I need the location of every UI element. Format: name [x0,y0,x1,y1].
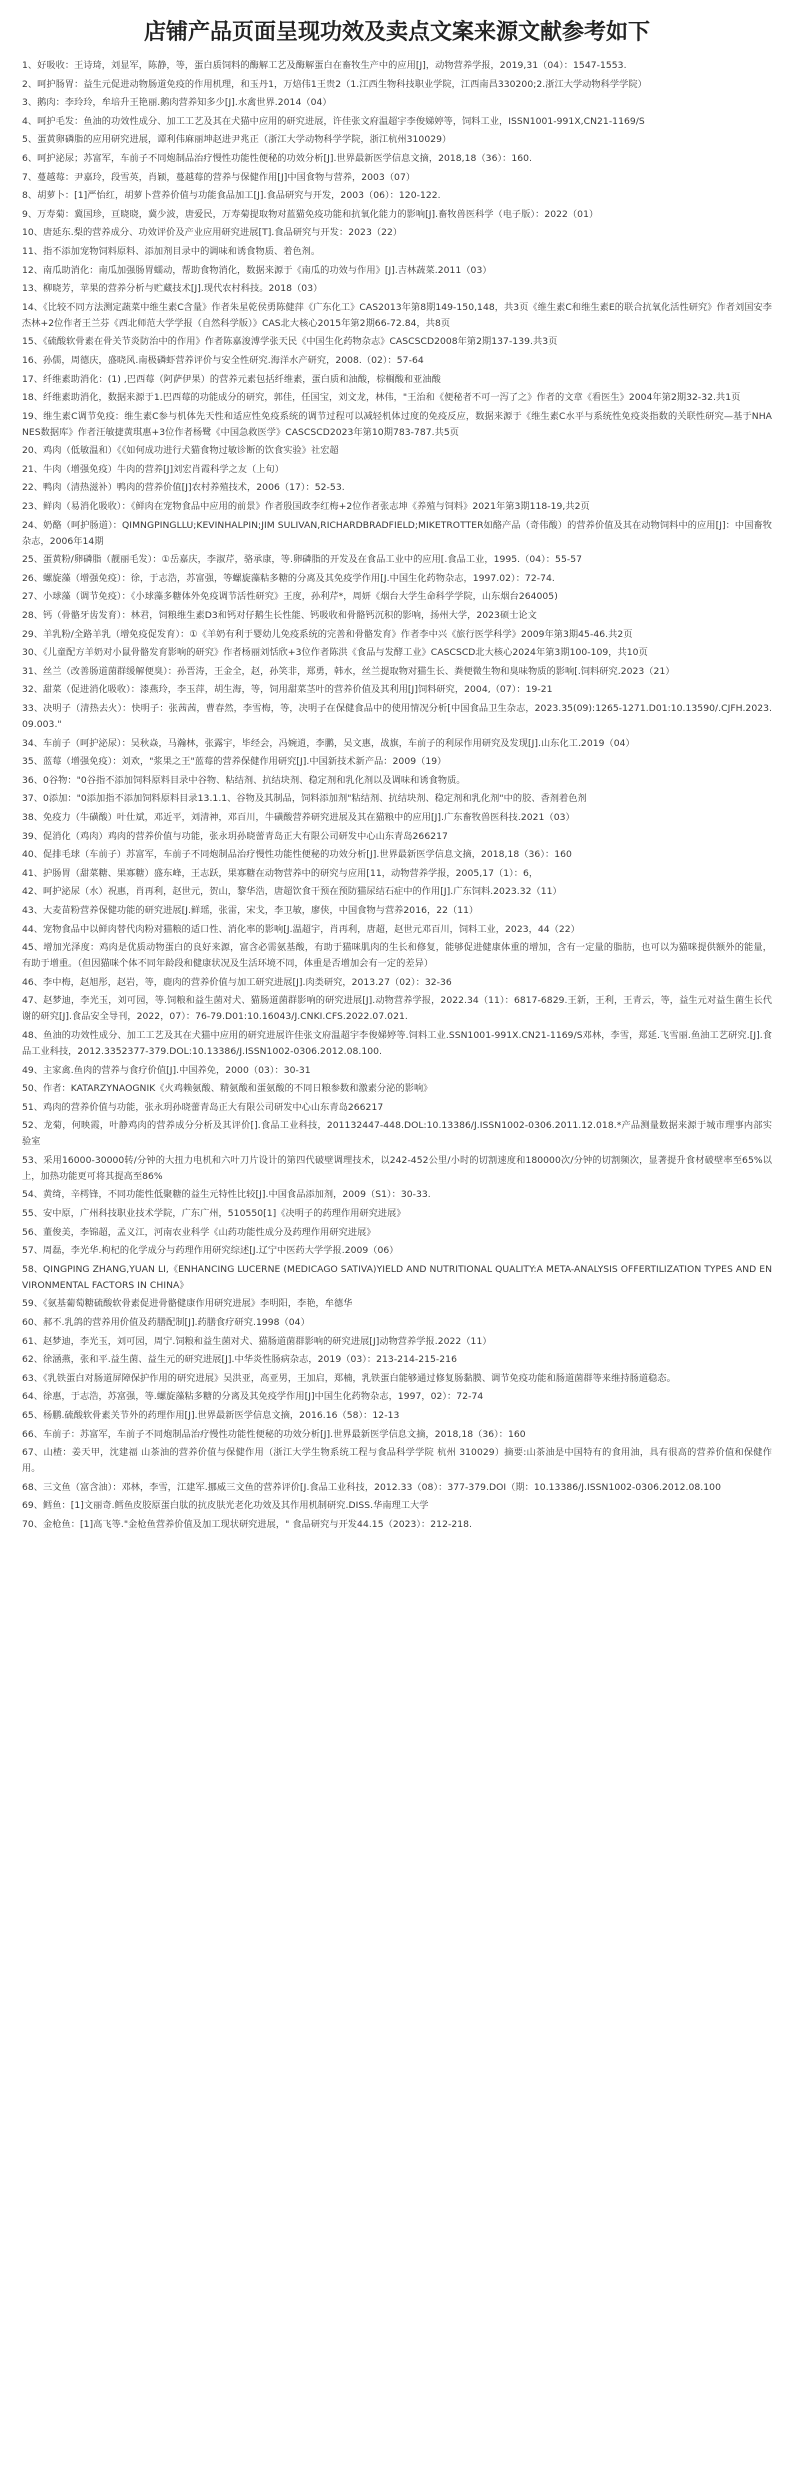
reference-item: 26、螺旋藻（增强免疫）：徐，于志浩，苏富强，等螺旋藻粘多糖的分离及其免疫学作用[J.中国生化药物杂志，1997.02）：72-74. [22,572,555,584]
reference-item: 38、免疫力（牛磺酸）叶仕斌，邓近平，刘清神，邓百川，牛磺酸营养研究进展及其在猫粮中的应用[J].广东畜牧兽医科技.2021（03） [22,811,575,823]
reference-item: 35、蓝莓（增强免疫）：刘欢，"浆果之王"蓝莓的营养保健作用研究[J].中国新技术新产品：2009（19） [22,756,447,768]
reference-item: 67、山楂：姜天甲，沈建福 山茶油的营养价值与保健作用（浙江大学生物系统工程与食品科学学院 杭州 310029）摘要:山茶油是中国特有的食用油，具有很高的营养价值和保健作用。 [22,1447,772,1475]
reference-item: 48、鱼油的功效性成分、加工工艺及其在犬猫中应用的研究进展许佳张文府温超宇李俊娣婷等.饲料工业.SSN1001-991X.CN21-1169/S邓林，李雪，郑延.飞雪丽.鱼油工艺研究.[J].食品工业科技，2012.3352377-379.DOL:10.13386/J.ISSN1002-0306.2012.08.100. [22,1029,772,1057]
reference-item: 32、甜菜（促进消化吸收）：漆燕玲，李玉萍，胡生海，等，饲用甜菜茎叶的营养价值及其利用[J]饲料研究，2004,（07）：19-21 [22,684,553,696]
reference-item: 13、柳晓芳，苹果的营养分析与贮藏技术[J].现代农村科技。2018（03） [22,283,323,295]
reference-item: 11、指不添加宠物饲料原料、添加剂目录中的调味和诱食物质、着色剂。 [22,245,321,257]
reference-item: 61、赵梦迪，李光玉，刘可园，周宁.饲粮和益生菌对犬、猫肠道菌群影响的研究进展[J]动物营养学报.2022（11） [22,1335,492,1347]
reference-item: 66、车前子：苏富军，车前子不同炮制品治疗慢性功能性便秘的功效分析[J].世界最新医学信息文摘，2018,18（36）：160 [22,1428,526,1440]
page-title: 店铺产品页面呈现功效及卖点文案来源文献参考如下 [143,20,650,45]
reference-item: 27、小球藻（调节免疫）：《小球藻多糖体外免疫调节活性研究》王度，孙利芹*，周妍《烟台大学生命科学学院，山东烟台264005) [22,591,558,603]
reference-item: 22、鸭肉（清热滋补）鸭肉的营养价值[J]农村养殖技术，2006（17）：52-53. [22,482,345,494]
reference-item: 4、呵护毛发：鱼油的功效性成分、加工工艺及其在犬猫中应用的研究进展，许佳张文府温超宇李俊娣婷等，饲料工业，ISSN1001-991X,CN21-1169/S [22,115,645,127]
reference-item: 59、《氨基葡萄糖硫酸软骨素促进骨骼健康作用研究进展》李明阳，李艳，牟德华 [22,1298,353,1310]
reference-item: 5、蛋黄卵磷脂的应用研究进展，谭利伟麻丽坤赵进尹兆正（浙江大学动物科学学院，浙江杭州310029） [22,134,452,146]
reference-item: 34、车前子（呵护泌尿）：吴秋焱，马瀚林，张露宇，毕经会，冯婉逍，李鹏，吴文惠，战旗，车前子的利尿作用研究及发现[J].山东化工.2019（04） [22,737,635,749]
reference-item: 62、徐涵燕，张和平.益生菌、益生元的研究进展[J].中华炎性肠病杂志，2019（03）：213-214-215-216 [22,1354,457,1366]
reference-item: 47、赵梦迪，李光玉，刘可园，等.饲粮和益生菌对犬、猫肠道菌群影响的研究进展[J].动物营养学报，2022.34（11）：6817-6829.王新，王利，王青云，等，益生元对益生菌生长代谢的研究[J].食品安全导刊，2022，07）：76-79.D01:10.16043/J.CNKI.CFS.2022.07.021. [22,995,772,1023]
reference-item: 54、黄绮，辛樗锋，不同功能性低聚糖的益生元特性比较[J].中国食品添加剂，2009（S1）：30-33. [22,1189,431,1201]
reference-item: 57、周磊，李光华.枸杞的化学成分与药理作用研究综述[J.辽宁中医药大学学报.2009（06） [22,1245,399,1257]
reference-item: 58、QINGPING ZHANG,YUAN LI,《ENHANCING LUCERNE (MEDICAGO SATIVA)YIELD AND NUTRITIONAL QUALITY:A META-ANALYSIS OFFERTILIZATION TYPES AND ENVIRONMENTAL FACTORS IN CHINA》 [22,1263,772,1291]
reference-item: 53、采用16000-30000转/分钟的大扭力电机和六叶刀片设计的第四代破壁调理技术，以242-452公里/小时的切割速度和180000次/分钟的切割频次，显著提升食材破壁率至65%以上，加热功能更可将其提高至86% [22,1154,772,1182]
reference-item: 43、大麦苗粉营养保健功能的研究进展[J.鲜瑶，张雷，宋戈，李卫敏，廖侠，中国食物与营养2016，22（11） [22,904,479,916]
reference-item: 3、鹅肉：李玲玲，牟培升王艳丽.鹅肉营养知多少[J].水禽世界.2014（04） [22,97,332,109]
reference-item: 20、鸡肉（低敏温和）《《如何成功进行犬猫食物过敏诊断的饮食实验》社宏超 [22,445,339,457]
reference-item: 51、鸡肉的营养价值与功能，张永玥孙晓蕾青岛正大有限公司研发中心山东青岛266217 [22,1101,384,1113]
reference-item: 9、万寿菊：冀国珍，亘晓晓，冀少波，唐爱民，万寿菊提取物对蓝猫免疫功能和抗氧化能力的影响[J].畜牧兽医科学（电子版）：2022（01） [22,208,599,220]
reference-list [22,58,772,1533]
reference-item: 19、维生素C调节免疫：维生素C参与机体先天性和适应性免疫系统的调节过程可以减轻机体过度的免疫反应，数据来源于《维生素C水平与系统性免疫炎指数的关联性研究—基于NHANES数据库》作者汪敏捷黄琪惠+3位作者杨鹭《中国急救医学》CASCSCD2023年第10期783-787.共5页 [22,410,772,438]
reference-item: 41、护肠胃（甜菜糖、果寡糖）盛东峰，王志跃，果寡糖在动物营养中的研究与应用[11，动物营养学报，2005,17（1）：6， [22,867,539,879]
reference-item: 64、徐惠，于志浩，苏富强，等.螺旋藻粘多糖的分离及其免疫学作用[J]中国生化药物杂志，1997，02）：72-74 [22,1391,484,1403]
reference-item: 68、三文鱼（富含油）：邓林，李雪，江建军.挪威三文鱼的营养评价[J.食品工业科技，2012.33（08）：377-379.DOI（期：10.13386/J.ISSN1002-0306.2012.08.100 [22,1481,721,1493]
reference-item: 63、《乳铁蛋白对肠道屏障保护作用的研究进展》吴洪亚，高亚男，王加启，郑楠，乳铁蛋白能够通过修复肠黏膜、调节免疫功能和肠道菌群等来维持肠道稳态。 [22,1372,676,1384]
reference-item: 10、唐延东.梨的营养成分、功效评价及产业应用研究进展[T].食品研究与开发：2023（22） [22,227,403,239]
reference-item: 60、郝不.乳鸽的营养用价值及药膳配制[J].药膳食疗研究.1998（04） [22,1317,310,1329]
reference-item: 14、《比较不同方法测定蔬菜中维生素C含量》作者朱星乾侯勇陈健萍《广东化工》CAS2013年第8期149-150,148，共3页《维生素C和维生素E的联合抗氧化活性研究》作者刘国安李杰林+2位作者王兰芬《西北师范大学学报（自然科学版）》CAS北大核心2015年第2期66-72.84，共8页 [22,301,772,329]
reference-item: 52、龙菊，何映霞，叶静鸡肉的营养成分分析及其评价[].食品工业科技，201132447-448.DOL:10.13386/J.ISSN1002-0306.2011.12.018.*产品测量数据来源于城市理事内部实验室 [22,1120,772,1148]
reference-item: 46、李中梅，赵旭彤，赵岩，等，鹿肉的营养价值与加工研究进展[J].肉类研究，2013.27（02）：32-36 [22,976,452,988]
reference-item: 39、促消化（鸡肉）鸡肉的营养价值与功能，张永玥孙晓蕾青岛正大有限公司研发中心山东青岛266217 [22,830,448,842]
reference-item: 2、呵护肠胃：益生元促进动物肠道免疫的作用机理，和玉丹1，万焙伟1王贵2（1.江西生物科技职业学院，江西南昌330200;2.浙江大学动物科学学院） [22,78,647,90]
reference-item: 45、增加光泽度：鸡肉是优质动物蛋白的良好来源，富含必需氨基酸，有助于猫咪肌肉的生长和修复，能够促进健康体重的增加，含有一定量的脂肪，也可以为猫咪提供额外的能量，有助于增重。（但因猫咪个体不同年龄段和健康状况及生活环境不同，体重是否增加会有一定的差异） [22,942,772,970]
reference-item: 18、纤维素助消化，数据来源于1.巴西莓的功能成分的研究，郭佳，任国宝，刘文龙，林伟，"王治和《便秘者不可一泻了之》作者的文章《看医生》2004年第2期32-32.共1页 [22,392,741,404]
reference-item: 21、牛肉（增强免疫）牛肉的营养[J]刘宏肖霞科学之友（上旬） [22,463,284,475]
reference-item: 24、奶酪（呵护肠道）：QIMNGPINGLLU;KEVINHALPIN;JIM SULIVAN,RICHARDBRADFIELD;MIKETROTTER如酪产品（奇伟酸）的营养价值及其在动物饲料中的应用[J]：中国畜牧杂志，2006年14期 [22,519,772,547]
reference-item: 28、钙（骨骼牙齿发育）：林君，饲粮维生素D3和钙对仔鹅生长性能、钙吸收和骨骼钙沉积的影响，扬州大学，2023硕士论文 [22,610,537,622]
reference-item: 15、《硫酸软骨素在骨关节炎防治中的作用》作者陈嘉浚溥学张天民《中国生化药物杂志》CASCSCD2008年第2期137-139.共3页 [22,336,558,348]
reference-item: 16、孙儒，周德庆，盛晓风.南极磷虾营养评价与安全性研究.海洋水产研究，2008.（02）：57-64 [22,354,424,366]
reference-item: 29、羊乳粉/全路羊乳（增免疫促发育）：①《羊奶有利于婴幼儿免疫系统的完善和骨骼发育》作者李中兴《旅行医学科学》2009年第3期45-46.共2页 [22,628,633,640]
reference-item: 40、促排毛球（车前子）苏富军，车前子不同炮制品治疗慢性功能性便秘的功效分析[J].世界最新医学信息文摘，2018,18（36）：160 [22,849,572,861]
reference-item: 6、呵护泌尿；苏富军，车前子不同炮制品治疗慢性功能性便秘的功效分析[J].世界最新医学信息文摘，2018,18（36）：160. [22,152,533,164]
reference-item: 17、纤维素助消化：(1) ,巴西莓（阿萨伊果）的营养元素包括纤维素，蛋白质和油酸，棕榈酸和亚油酸 [22,373,441,385]
reference-item: 37、0添加："0添加指不添加饲料原料目录13.1.1、谷物及其制品，饲料添加剂"粘结剂、抗结块剂、稳定剂和乳化剂"中的胶、香剂着色剂 [22,793,587,805]
reference-item: 25、蛋黄粉/卵磷脂（靓丽毛发）：①岳嘉庆，李淑芹，骆承康，等.卵磷脂的开发及在食品工业中的应用[.食品工业，1995.（04）：55-57 [22,554,582,566]
reference-item: 49、主家禽.鱼肉的营养与食疗价值[J].中国养免，2000（03）：30-31 [22,1064,311,1076]
reference-item: 1、好吸收：王诗琦，刘显军，陈静，等，蛋白质饲料的酶解工艺及酶解蛋白在畜牧生产中的应用[J]，动物营养学报，2019,31（04）：1547-1553. [22,60,627,71]
reference-item: 33、决明子（清热去火）：快明子：张茜茜，曹春然，李雪梅，等，决明子在保健食品中的使用情况分析[中国食品卫生杂志，2023.35(09):1265-1271.D01:10.13590/.CJFH.2023.09.003." [22,703,772,730]
reference-item: 42、呵护泌尿（水）祝惠，肖再利，赵世元，贺山，黎华浩，唐超饮食干预在预防猫尿结石症中的作用[J].广东饲料.2023.32（11） [22,886,562,898]
reference-item: 56、董俊美，李锦超，孟义江，河南农业科学《山药功能性成分及药理作用研究进展》 [22,1226,376,1238]
reference-item: 44、宠物食品中以鲜肉替代肉粉对猫粮的适口性、消化率的影响[J.温超宇，肖再利，唐超，赵世元邓百川，饲料工业，2023，44（22） [22,923,580,935]
reference-item: 8、胡萝卜：[1]严怡红，胡萝卜营养价值与功能食品加工[J].食品研究与开发，2003（06）：120-122. [22,190,441,202]
reference-item: 36、0谷物："0谷指不添加饲料原料目录中谷物、粘结剂、抗结块剂、稳定剂和乳化剂以及调味和诱食物质。 [22,774,466,786]
reference-item: 23、鲜肉（易消化吸收）：《鲜肉在宠物食品中应用的前景》作者殷国政李红梅+2位作者张志坤《养殖与饲料》2021年第3期118-19,共2页 [22,501,590,513]
reference-item: 12、南瓜助消化：南瓜加强肠胃蠕动，帮助食物消化，数据来源于《南瓜的功效与作用》[J].吉林蔬菜.2011（03） [22,264,492,276]
reference-item: 55、安中原，广州科技职业技术学院，广东广州，510550[1]《决明子的药理作用研究进展》 [22,1208,406,1220]
reference-item: 70、金枪鱼：[1]高飞等."金枪鱼营养价值及加工现状研究进展，" 食品研究与开发44.15（2023）：212-218. [22,1518,472,1530]
reference-item: 31、丝兰（改善肠道菌群缓解便臭）：孙晋涛，王金全，赵，孙笑非，郑勇，韩水，丝兰提取物对猫生长、粪便微生物和臭味物质的影响[.饲料研究.2023（21） [22,665,675,677]
reference-item: 50、作者：KATARZYNAOGNIK《火鸡赖氨酸、精氨酸和蛋氨酸的不同日粮参数和激素分泌的影响》 [22,1083,433,1095]
reference-item: 30、《儿童配方羊奶对小鼠骨骼发育影响的研究》作者杨丽刘恬欣+3位作者陈洪《食品与发酵工业》CASCSCD北大核心2024年第3期100-109，共10页 [22,647,648,659]
reference-item: 69、鳕鱼：[1]文丽奇.鳕鱼皮胶原蛋白肽的抗皮肤光老化功效及其作用机制研究.DISS.华南理工大学 [22,1500,429,1512]
reference-item: 7、蔓越莓：尹嘉玲，段雪英，肖颖，蔓越莓的营养与保健作用[J]中国食物与营养，2003（07） [22,171,416,183]
reference-item: 65、杨鹏.硫酸软骨素关节外的药理作用[J].世界最新医学信息文摘，2016.16（58）：12-13 [22,1410,400,1421]
